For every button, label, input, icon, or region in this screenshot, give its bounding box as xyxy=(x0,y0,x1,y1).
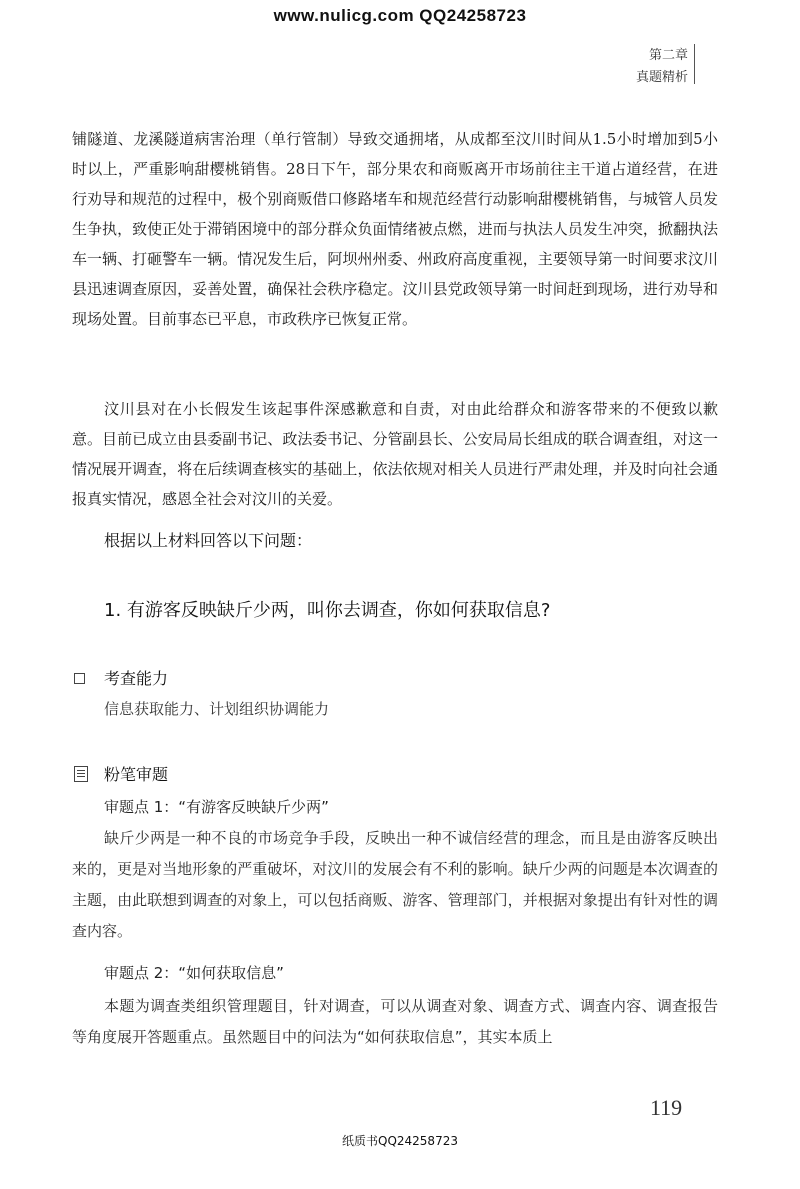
audit-point-2-title: 审题点 2：“如何获取信息” xyxy=(104,964,284,982)
ability-content: 信息获取能力、计划组织协调能力 xyxy=(104,700,330,718)
page-number: 119 xyxy=(650,1095,683,1120)
watermark-top: www.nulicg.com QQ24258723 xyxy=(273,6,527,25)
question-title: 1. 有游客反映缺斤少两，叫你去调查，你如何获取信息? xyxy=(104,600,551,621)
material-paragraph-1: 铺隧道、龙溪隧道病害治理（单行管制）导致交通拥堵，从成都至汶川时间从1.5小时增加到5小时以上，严重影响甜樱桃销售。28日下午，部分果农和商贩离开市场前往主干道占道经营，在进行劝导和规范的过程中，极个别商贩借口修路堵车和规范经营行动影响甜樱桃销售，与城管人员发生争执，致使正处于滞销困境中的部分群众负面情绪被点燃，进而与执法人员发生冲突，掀翻执法车一辆、打砸警车一辆。情况发生后，阿坝州州委、州政府高度重视，主要领导第一时间要求汶川县迅速调查原因，妥善处置，确保社会秩序稳定。汶川县党政领导第一时间赶到现场，进行劝导和现场处置。目前事态已平息，市政秩序已恢复正常。 xyxy=(72,130,718,328)
audit-point-1-title: 审题点 1：“有游客反映缺斤少两” xyxy=(104,798,329,816)
audit-point-1-text: 缺斤少两是一种不良的市场竞争手段，反映出一种不诚信经营的理念，而且是由游客反映出来的，更是对当地形象的严重破坏，对汶川的发展会有不利的影响。缺斤少两的问题是本次调查的主题，由此联想到调查的对象上，可以包括商贩、游客、管理部门，并根据对象提出有针对性的调查内容。 xyxy=(72,829,718,940)
watermark-bottom: 纸质书QQ24258723 xyxy=(342,1134,458,1148)
ability-section-title: 考查能力 xyxy=(104,669,169,688)
chapter-label: 第二章 xyxy=(648,47,688,62)
material-paragraph-2: 汶川县对在小长假发生该起事件深感歉意和自责，对由此给群众和游客带来的不便致以歉意。目前已成立由县委副书记、政法委书记、分管副县长、公安局局长组成的联合调查组，对这一情况展开调查，将在后续调查核实的基础上，依法依规对相关人员进行严肃处理，并及时向社会通报真实情况，感恩全社会对汶川的关爱。 xyxy=(72,400,718,508)
audit-point-2-text: 本题为调查类组织管理题目，针对调查，可以从调查对象、调查方式、调查内容、调查报告等角度展开答题重点。虽然题目中的问法为“如何获取信息”，其实本质上 xyxy=(72,997,718,1046)
ability-section-icon xyxy=(74,673,85,684)
section-label: 真题精析 xyxy=(635,69,688,84)
audit-section-icon xyxy=(74,766,88,782)
instruction-text: 根据以上材料回答以下问题： xyxy=(104,531,313,550)
header-divider xyxy=(694,44,695,84)
running-header xyxy=(636,44,688,88)
audit-section-title: 粉笔审题 xyxy=(104,765,169,784)
